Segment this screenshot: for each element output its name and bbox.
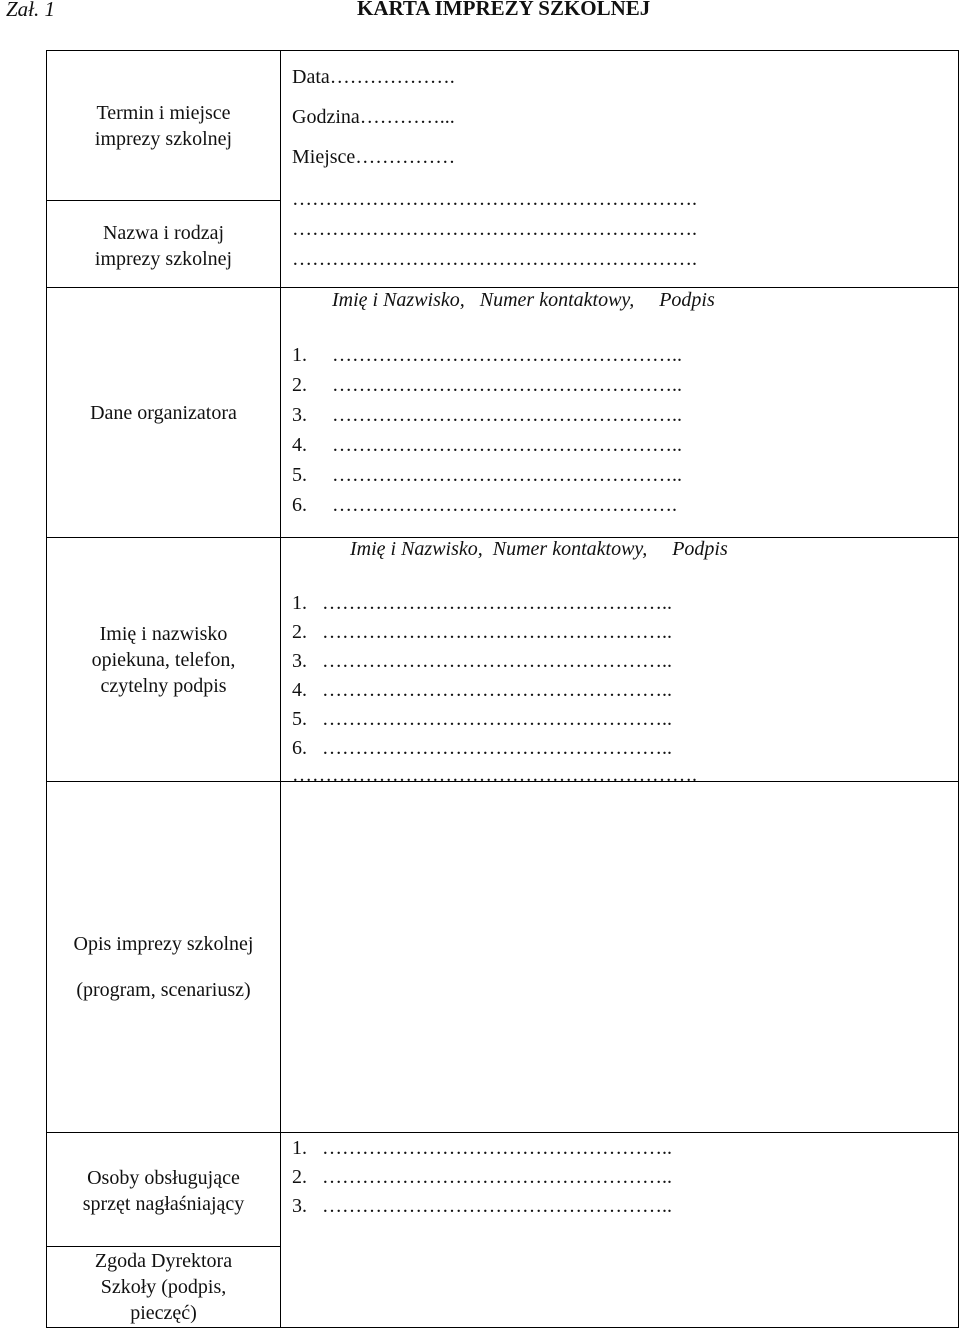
organizer-line[interactable]: 3. …………………………………………….. (292, 404, 682, 426)
label-line: Opis imprezy szkolnej (73, 933, 254, 955)
organizer-columns-header: Imię i Nazwisko, Numer kontaktowy, Podpis (332, 289, 715, 311)
row-divider (46, 1246, 281, 1247)
place-field[interactable]: Miejsce…………… (292, 146, 456, 168)
label-line: Termin i miejsce (96, 102, 231, 124)
table-border-bottom (46, 1327, 959, 1328)
document-title: KARTA IMPREZY SZKOLNEJ (357, 0, 651, 20)
name-line[interactable]: ……………………………………………………. (292, 218, 697, 240)
label-line: pieczęć) (130, 1302, 197, 1324)
date-field[interactable]: Data………………. (292, 66, 455, 88)
attachment-label: Zał. 1 (6, 0, 56, 21)
organizer-line[interactable]: 6. ……………………………………………. (292, 494, 677, 516)
label-organizator (47, 400, 280, 426)
table-border-top (46, 50, 959, 51)
director-approval-area[interactable] (282, 1134, 957, 1326)
sound-staff-line[interactable]: 3. …………………………………………….. (292, 1195, 672, 1217)
label-naglosnienie (47, 1165, 280, 1217)
label-line: Dane organizatora (90, 402, 237, 424)
description-area[interactable] (282, 783, 957, 1131)
organizer-line[interactable]: 1. …………………………………………….. (292, 344, 682, 366)
guardian-line[interactable]: 5. …………………………………………….. (292, 708, 672, 730)
label-line: Imię i nazwisko (99, 623, 228, 645)
guardian-line[interactable]: ……………………………………………………. (292, 764, 697, 786)
row-divider (46, 1132, 959, 1133)
label-opiekun (47, 621, 280, 699)
label-line: opiekuna, telefon, (91, 649, 236, 671)
label-line: Osoby obsługujące (87, 1167, 240, 1189)
sound-staff-line[interactable]: 1. …………………………………………….. (292, 1137, 672, 1159)
name-line[interactable]: ……………………………………………………. (292, 188, 697, 210)
sound-staff-line[interactable]: 2. …………………………………………….. (292, 1166, 672, 1188)
organizer-line[interactable]: 2. …………………………………………….. (292, 374, 682, 396)
label-nazwa (47, 220, 280, 272)
row-divider (46, 287, 959, 288)
label-termin (47, 100, 280, 152)
label-line: (program, scenariusz) (76, 979, 251, 1001)
label-zgoda (47, 1248, 280, 1326)
organizer-line[interactable]: 4. …………………………………………….. (292, 434, 682, 456)
organizer-line[interactable]: 5. …………………………………………….. (292, 464, 682, 486)
guardian-line[interactable]: 4. …………………………………………….. (292, 679, 672, 701)
guardian-line[interactable]: 3. …………………………………………….. (292, 650, 672, 672)
guardian-line[interactable]: 2. …………………………………………….. (292, 621, 672, 643)
table-column-divider (280, 50, 281, 1328)
guardian-line[interactable]: 1. …………………………………………….. (292, 592, 672, 614)
name-line[interactable]: ……………………………………………………. (292, 248, 697, 270)
label-line: imprezy szkolnej (94, 128, 233, 150)
time-field[interactable]: Godzina…………... (292, 106, 455, 128)
label-line: Zgoda Dyrektora (94, 1250, 233, 1272)
guardian-columns-header: Imię i Nazwisko, Numer kontaktowy, Podpis (350, 538, 728, 560)
label-line: imprezy szkolnej (94, 248, 233, 270)
label-opis (47, 921, 280, 1013)
table-border-right (958, 50, 959, 1328)
label-line: Nazwa i rodzaj (102, 222, 225, 244)
label-line: sprzęt nagłaśniający (82, 1193, 245, 1215)
label-line: czytelny podpis (100, 675, 227, 697)
label-line: Szkoły (podpis, (100, 1276, 227, 1298)
guardian-line[interactable]: 6. …………………………………………….. (292, 737, 672, 759)
row-divider (46, 200, 281, 201)
